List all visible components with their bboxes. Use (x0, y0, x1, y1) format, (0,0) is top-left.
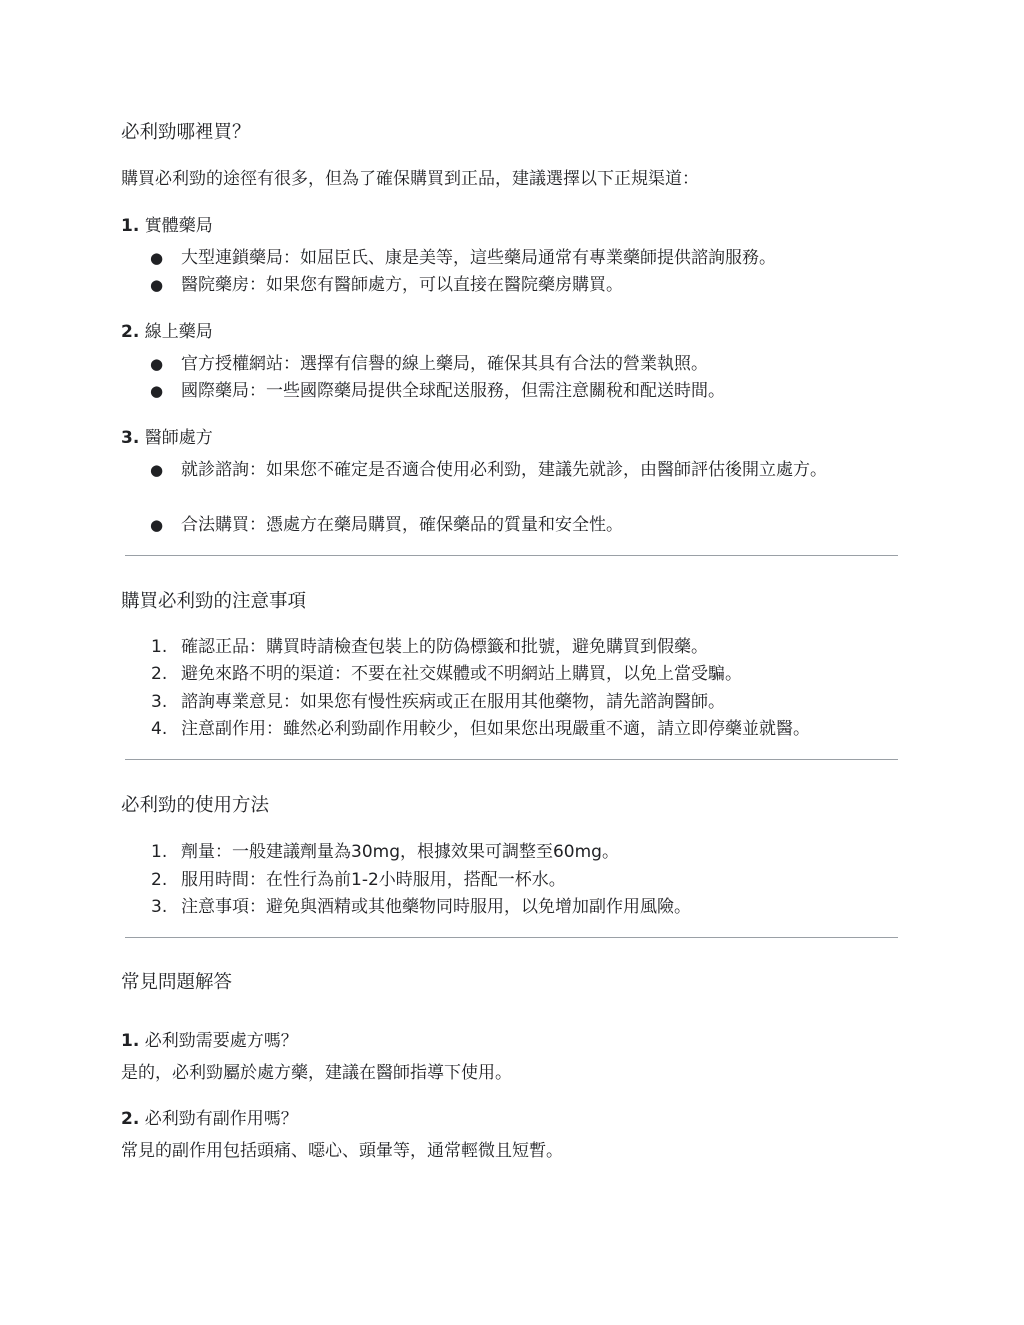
faq-question-text: 必利勁需要處方嗎？ (144, 1031, 298, 1051)
faq-answer: 常見的副作用包括頭痛、噁心、頭暈等，通常輕微且短暫。 (121, 1141, 563, 1161)
list-number: 1. (151, 637, 168, 657)
horizontal-divider (125, 759, 898, 760)
faq-number: 2. (121, 1109, 140, 1129)
bullet-icon: ● (150, 355, 164, 373)
bullet-icon: ● (150, 382, 164, 400)
list-number: 1. (151, 842, 168, 862)
section-title-where-to-buy: 必利勁哪裡買？ (121, 122, 251, 143)
list-item: 注意事項：避免與酒精或其他藥物同時服用，以免增加副作用風險。 (181, 897, 691, 917)
bullet-icon: ● (150, 249, 164, 267)
group-heading-online-pharmacy (121, 320, 213, 344)
bullet-icon: ● (150, 276, 164, 294)
group-number: 2. (121, 322, 140, 342)
list-item: 合法購買：憑處方在藥局購買，確保藥品的質量和安全性。 (181, 515, 623, 535)
faq-answer: 是的，必利勁屬於處方藥，建議在醫師指導下使用。 (121, 1063, 512, 1083)
faq-number: 1. (121, 1031, 140, 1051)
list-item: 確認正品：購買時請檢查包裝上的防偽標籤和批號，避免購買到假藥。 (181, 637, 708, 657)
list-item: 注意副作用：雖然必利勁副作用較少，但如果您出現嚴重不適，請立即停藥並就醫。 (181, 719, 810, 739)
group-heading-label: 醫師處方 (144, 428, 213, 448)
bullet-icon: ● (150, 516, 164, 534)
faq-question (121, 1107, 298, 1131)
list-item: 服用時間：在性行為前1-2小時服用，搭配一杯水。 (181, 870, 566, 890)
group-heading-prescription (121, 426, 213, 450)
group-heading-label: 實體藥局 (144, 216, 213, 236)
group-heading-label: 線上藥局 (144, 322, 213, 342)
list-item: 諮詢專業意見：如果您有慢性疾病或正在服用其他藥物，請先諮詢醫師。 (181, 692, 725, 712)
faq-question-text: 必利勁有副作用嗎？ (144, 1109, 298, 1129)
list-item: 大型連鎖藥局：如屈臣氏、康是美等，這些藥局通常有專業藥師提供諮詢服務。 (181, 248, 776, 268)
faq-question (121, 1029, 298, 1053)
bullet-icon: ● (150, 461, 164, 479)
group-heading-physical-pharmacy (121, 214, 213, 238)
list-item: 國際藥局：一些國際藥局提供全球配送服務，但需注意關稅和配送時間。 (181, 381, 725, 401)
list-item: 官方授權網站：選擇有信譽的線上藥局，確保其具有合法的營業執照。 (181, 354, 708, 374)
section-intro: 購買必利勁的途徑有很多，但為了確保購買到正品，建議選擇以下正規渠道： (121, 169, 699, 189)
list-item: 避免來路不明的渠道：不要在社交媒體或不明網站上購買，以免上當受騙。 (181, 664, 742, 684)
list-item: 醫院藥房：如果您有醫師處方，可以直接在醫院藥房購買。 (181, 275, 623, 295)
list-number: 3. (151, 897, 168, 917)
section-title-precautions: 購買必利勁的注意事項 (121, 591, 307, 612)
section-title-faq: 常見問題解答 (121, 972, 233, 993)
list-number: 4. (151, 719, 168, 739)
list-number: 3. (151, 692, 168, 712)
horizontal-divider (125, 555, 898, 556)
section-title-usage: 必利勁的使用方法 (121, 795, 270, 816)
list-number: 2. (151, 870, 168, 890)
group-number: 1. (121, 216, 140, 236)
list-item: 劑量：一般建議劑量為30mg，根據效果可調整至60mg。 (181, 842, 619, 862)
group-number: 3. (121, 428, 140, 448)
list-number: 2. (151, 664, 168, 684)
horizontal-divider (125, 937, 898, 938)
list-item: 就診諮詢：如果您不確定是否適合使用必利勁，建議先就診，由醫師評估後開立處方。 (181, 460, 827, 480)
